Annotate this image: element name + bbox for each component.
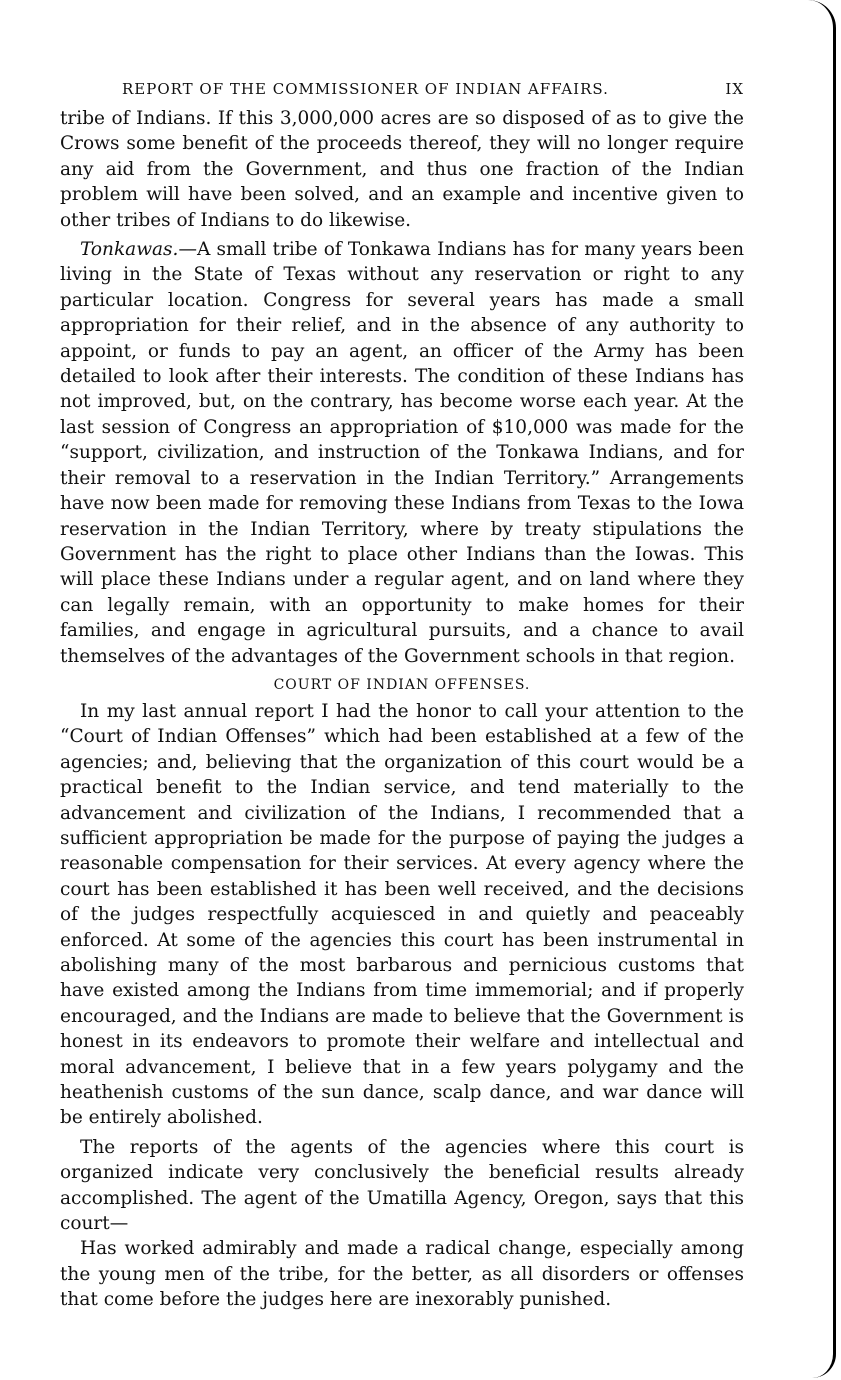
section-heading-court: COURT OF INDIAN OFFENSES.	[273, 676, 531, 693]
body-text	[60, 106, 744, 1313]
paragraph-crows-continued: tribe of Indians. If this 3,000,000 acres are so disposed of as to give the Crows some benefit of the proceeds thereof, they will no longer require any aid from the Government, and thus one fraction of the Indian problem will have been solved, and an example and incentive given to other tribes of Indians to do likewise.	[60, 108, 744, 231]
running-title: REPORT OF THE COMMISSIONER OF INDIAN AFFAIRS.	[122, 80, 609, 98]
paragraph-tonkawas	[60, 237, 744, 669]
run-in-heading-tonkawas: Tonkawas.	[80, 239, 179, 261]
paragraph-agent-reports: The reports of the agents of the agencies where this court is organized indicate very conclusively the beneficial results already accomplished. The agent of the Umatilla Agency, Oregon, says that this court—	[60, 1136, 744, 1235]
page-number: IX	[725, 80, 744, 98]
block-quote-umatilla: Has worked admirably and made a radical change, especially among the young men of the tribe, for the better, as all disorders or offenses that come before the judges here are inexorably punished.	[60, 1238, 744, 1311]
document-page	[60, 76, 744, 1313]
paragraph-tonkawas-text: —A small tribe of Tonkawa Indians has for many years been living in the State of Texas without any reservation or right to any particular location. Congress for several years has made a small appropriation for their relief, and in the absence of any authority to appoint, or funds to pay an agent, an officer of the Army has been detailed to look after their interests. The condition of these Indians has not improved, but, on the contrary, has become worse each year. At the last session of Congress an appropriation of $10,000 was made for the “support, civilization, and instruction of the Tonkawa Indians, and for their removal to a reservation in the Indian Territory.” Arrangements have now been made for removing these Indians from Texas to the Iowa reservation in the Indian Territory, where by treaty stipulations the Government has the right to place other Indians than the Iowas. This will place these Indians under a regular agent, and on land where they can legally remain, with an opportunity to make homes for their families, and engage in agricultural pursuits, and a chance to avail themselves of the advantages of the Government schools in that region.	[60, 239, 744, 667]
paragraph-court-report: In my last annual report I had the honor to call your attention to the “Court of Indian Offenses” which had been established at a few of the agencies; and, believing that the organization of this court would be a practical benefit to the Indian service, and tend materially to the advancement and civilization of the Indians, I recommended that a sufficient appropriation be made for the purpose of paying the judges a reasonable compensation for their services. At every agency where the court has been established it has been well received, and the decisions of the judges respectfully acquiesced in and quietly and peaceably enforced. At some of the agencies this court has been instrumental in abolishing many of the most barbarous and pernicious customs that have existed among the Indians from time immemorial; and if properly encouraged, and the Indians are made to believe that the Government is honest in its endeavors to promote their welfare and intellectual and moral advancement, I believe that in a few years polygamy and the heathenish customs of the sun dance, scalp dance, and war dance will be entirely abolished.	[60, 700, 744, 1129]
running-header	[60, 76, 744, 106]
